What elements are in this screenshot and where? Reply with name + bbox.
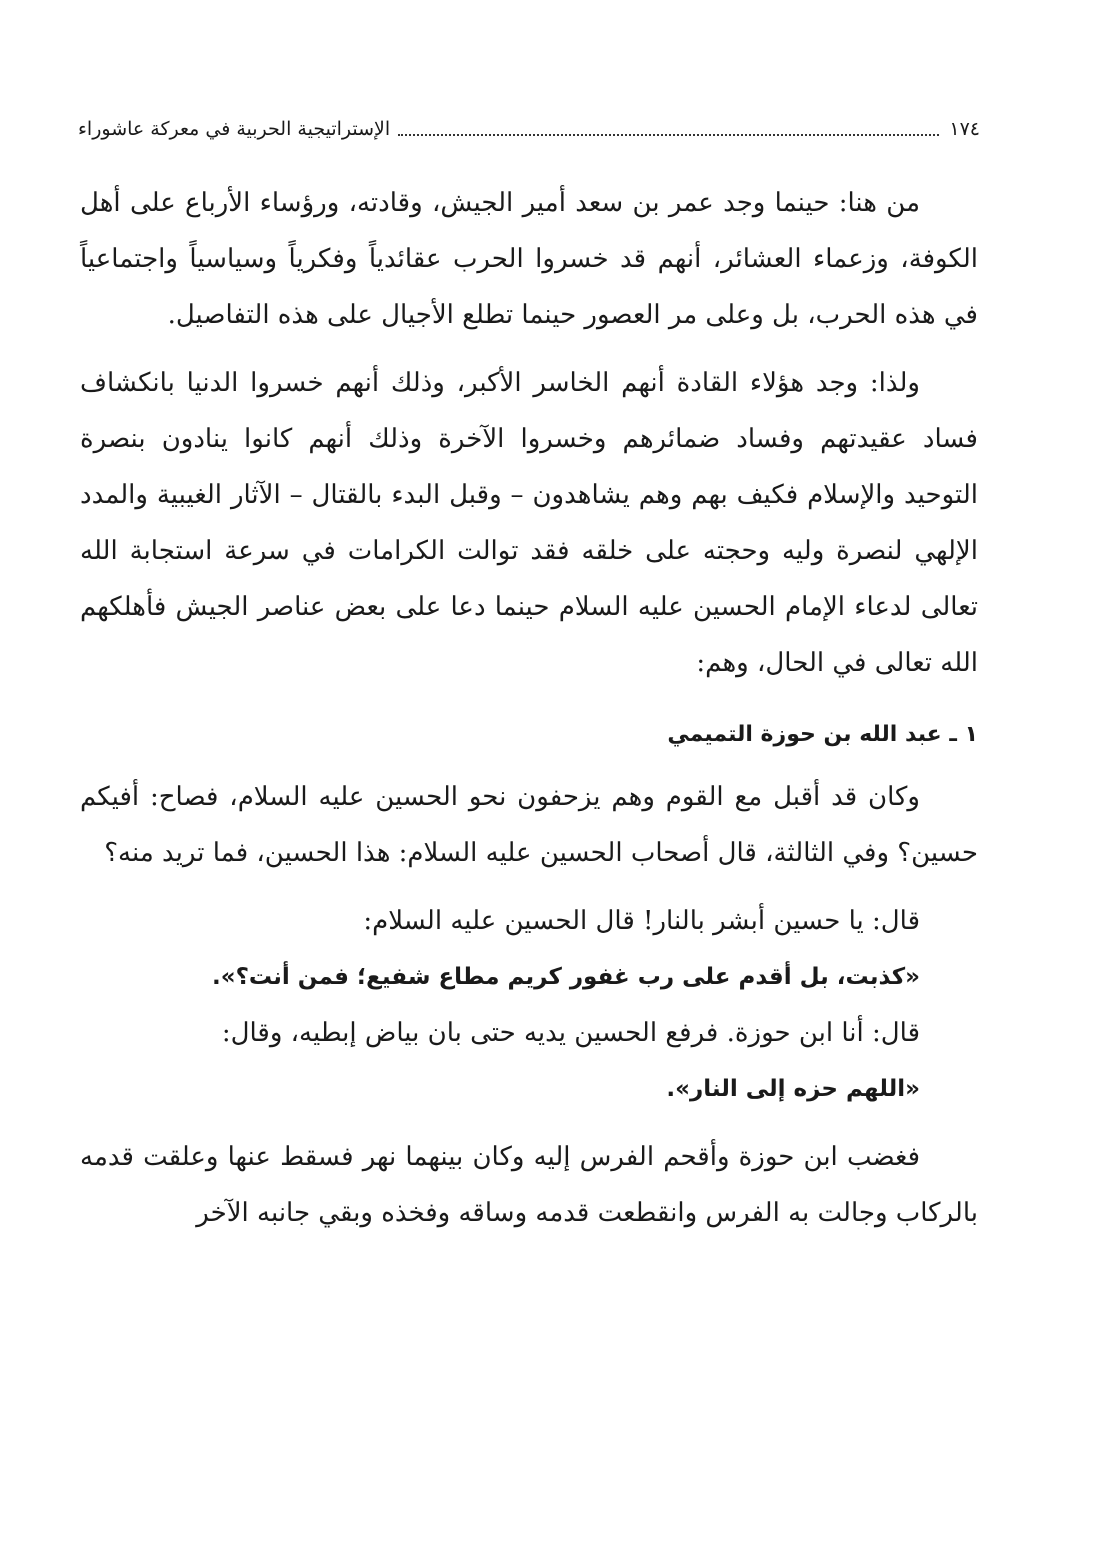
book-title: الإستراتيجية الحربية في معركة عاشوراء — [78, 118, 391, 140]
header-leader-dots — [398, 133, 939, 136]
page-body — [80, 175, 978, 1241]
paragraph-4: فغضب ابن حوزة وأقحم الفرس إليه وكان بينهما نهر فسقط عنها وعلقت قدمه بالركاب وجالت به الفرس وانقطعت قدمه وساقه وفخذه وبقي جانبه الآخر — [80, 1142, 978, 1228]
dialogue-line-1: قال: يا حسين أبشر بالنار! قال الحسين عليه السلام: — [363, 906, 920, 936]
paragraph-3: وكان قد أقبل مع القوم وهم يزحفون نحو الحسين عليه السلام، فصاح: أفيكم حسين؟ وفي الثالثة، قال أصحاب الحسين عليه السلام: هذا الحسين، فما تريد منه؟ — [80, 782, 978, 868]
section-heading: ١ ـ عبد الله بن حوزة التميمي — [667, 722, 978, 747]
running-header — [78, 108, 980, 144]
paragraph-1: من هنا: حينما وجد عمر بن سعد أمير الجيش، وقادته، ورؤساء الأرباع على أهل الكوفة، وزعماء العشائر، أنهم قد خسروا الحرب عقائدياً وفكرياً وسياسياً واجتماعياً في هذه الحرب، بل وعلى مر العصور حينما تطلع الأجيال على هذه التفاصيل. — [80, 188, 978, 330]
quote-supplication: «اللهم حزه إلى النار». — [666, 1076, 920, 1102]
dialogue-line-2: قال: أنا ابن حوزة. فرفع الحسين يديه حتى بان بياض إبطيه، وقال: — [221, 1018, 920, 1048]
quote-husayn-reply: «كذبت، بل أقدم على رب غفور كريم مطاع شفيع؛ فمن أنت؟». — [211, 964, 920, 990]
page-number: ١٧٤ — [949, 118, 980, 140]
paragraph-2: ولذا: وجد هؤلاء القادة أنهم الخاسر الأكبر، وذلك أنهم خسروا الدنيا بانكشاف فساد عقيدتهم وفساد ضمائرهم وخسروا الآخرة وذلك أنهم كانوا ينادون بنصرة التوحيد والإسلام فكيف بهم وهم يشاهدون – وقبل البدء بالقتال – الآثار الغيبية والمدد الإلهي لنصرة وليه وحجته على خلقه فقد توالت الكرامات في سرعة استجابة الله تعالى لدعاء الإمام الحسين عليه السلام حينما دعا على بعض عناصر الجيش فأهلكهم الله تعالى في الحال، وهم: — [80, 368, 978, 678]
